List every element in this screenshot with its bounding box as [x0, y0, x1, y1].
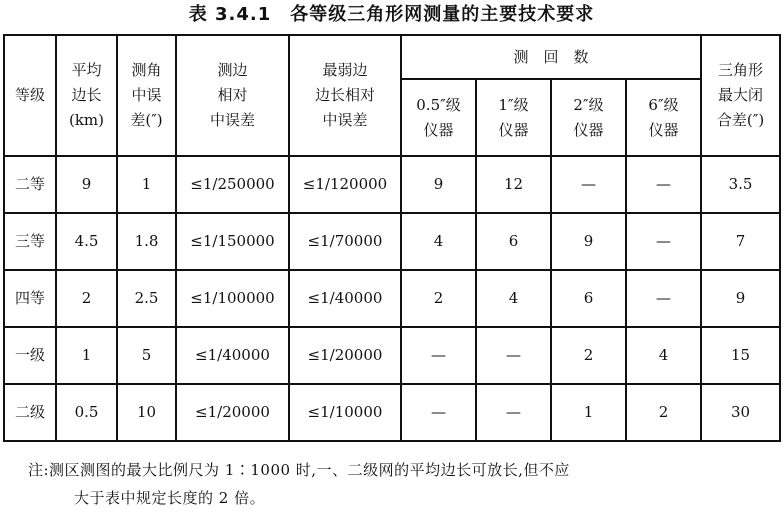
header-angle-error: 测角 中误 差(″) [117, 35, 176, 156]
table-cell: 2.5 [117, 270, 176, 327]
table-cell: — [476, 384, 551, 441]
table-cell: ≤1/20000 [289, 327, 401, 384]
table-cell: 10 [117, 384, 176, 441]
grade-cell: 二级 [4, 384, 56, 441]
header-grade: 等级 [4, 35, 56, 156]
table-cell: ≤1/40000 [176, 327, 289, 384]
table-cell: — [626, 156, 701, 213]
table-cell: 15 [701, 327, 780, 384]
table-cell: — [401, 327, 476, 384]
table-cell: 12 [476, 156, 551, 213]
table-cell: 1 [117, 156, 176, 213]
table-row [4, 213, 780, 270]
table-cell: 4 [476, 270, 551, 327]
table-cell: 7 [701, 213, 780, 270]
note-line-2: 大于表中规定长度的 2 倍。 [74, 489, 266, 507]
table-cell: ≤1/100000 [176, 270, 289, 327]
table-cell: — [551, 156, 626, 213]
header-instrument-0-5: 0.5″级 仪器 [401, 79, 476, 156]
table-cell: 9 [401, 156, 476, 213]
table-row [4, 384, 780, 441]
header-max-closure: 三角形 最大闭 合差(″) [701, 35, 780, 156]
table-cell: ≤1/120000 [289, 156, 401, 213]
table-cell: 3.5 [701, 156, 780, 213]
table-cell: 4.5 [56, 213, 117, 270]
table-cell: ≤1/250000 [176, 156, 289, 213]
table-cell: — [626, 270, 701, 327]
table-cell: 4 [401, 213, 476, 270]
table-cell: ≤1/20000 [176, 384, 289, 441]
grade-cell: 四等 [4, 270, 56, 327]
table-cell: 5 [117, 327, 176, 384]
table-cell: 1.8 [117, 213, 176, 270]
table-cell: 0.5 [56, 384, 117, 441]
header-instrument-1: 1″级 仪器 [476, 79, 551, 156]
technical-requirements-table [3, 34, 781, 442]
header-row-1 [4, 35, 780, 79]
table-row [4, 327, 780, 384]
table-cell: 6 [551, 270, 626, 327]
table-cell: — [401, 384, 476, 441]
table-cell: 1 [56, 327, 117, 384]
header-avg-side-length: 平均 边长 (km) [56, 35, 117, 156]
table-cell: 9 [551, 213, 626, 270]
table-cell: 30 [701, 384, 780, 441]
table-cell: 4 [626, 327, 701, 384]
table-title: 表 3.4.1 各等级三角形网测量的主要技术要求 [188, 4, 595, 25]
table-note [28, 456, 768, 512]
header-weakest-side-error: 最弱边 边长相对 中误差 [289, 35, 401, 156]
table-cell: ≤1/70000 [289, 213, 401, 270]
table-cell: — [626, 213, 701, 270]
header-rounds-group: 测 回 数 [401, 35, 701, 79]
table-cell: 2 [401, 270, 476, 327]
grade-cell: 二等 [4, 156, 56, 213]
table-cell: 2 [626, 384, 701, 441]
table-row [4, 156, 780, 213]
table-cell: 9 [56, 156, 117, 213]
table-cell: 2 [56, 270, 117, 327]
table-cell: 2 [551, 327, 626, 384]
header-instrument-2: 2″级 仪器 [551, 79, 626, 156]
table-cell: ≤1/150000 [176, 213, 289, 270]
table-row [4, 270, 780, 327]
header-instrument-6: 6″级 仪器 [626, 79, 701, 156]
table-cell: 9 [701, 270, 780, 327]
table-cell: 1 [551, 384, 626, 441]
grade-cell: 一级 [4, 327, 56, 384]
note-line-1: 注:测区测图的最大比例尺为 1∶1000 时,一、二级网的平均边长可放长,但不应 [28, 461, 570, 479]
table-cell: — [476, 327, 551, 384]
table-cell: ≤1/10000 [289, 384, 401, 441]
grade-cell: 三等 [4, 213, 56, 270]
header-side-relative-error: 测边 相对 中误差 [176, 35, 289, 156]
table-cell: 6 [476, 213, 551, 270]
table-cell: ≤1/40000 [289, 270, 401, 327]
